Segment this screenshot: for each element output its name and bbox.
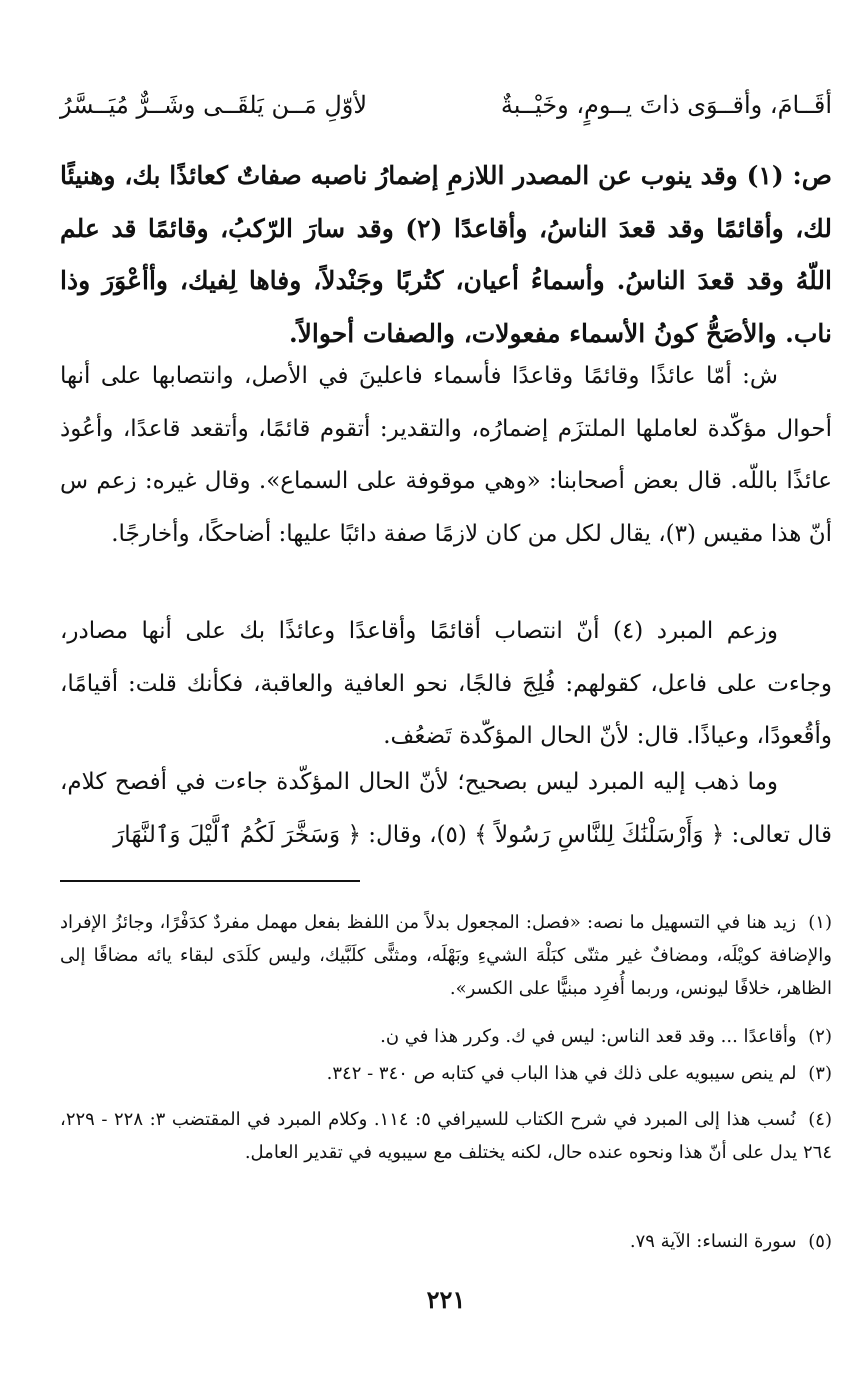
footnote-1 [60,906,832,1005]
footnote-number: (٢) [808,1026,832,1047]
sharh-paragraph-3: وما ذهب إليه المبرد ليس بصحيح؛ لأنّ الحال المؤكّدة جاءت في أفصح كلام، قال تعالى: ﴿ وَأَرْسَلْنَٰكَ لِلنَّاسِ رَسُولاً ﴾ (٥)، وقال: ﴿ وَسَخَّرَ لَكُمُ ٱلَّيْلَ وَٱلنَّهَارَ [60,769,832,848]
footnote-text: سورة النساء: الآية ٧٩. [629,1231,797,1252]
footnote-text: وأقاعدًا ... وقد قعد الناس: ليس في ك. وكرر هذا في ن. [380,1026,797,1047]
poetry-verse [60,80,832,130]
footnote-text: لم ينص سيبويه على ذلك في هذا الباب في كتابه ص ٣٤٠ - ٣٤٢. [326,1063,797,1084]
page-number: ٢٢١ [426,1285,466,1314]
footnote-separator [60,880,360,882]
footnote-3 [60,1057,832,1090]
matn-paragraph: ص: (١) وقد ينوب عن المصدر اللازمِ إضمارُ ناصبه صفاتٌ كعائذًا بك، وهنيئًا لك، وأقائمًا وقد قعدَ الناسُ، وأقاعدًا (٢) وقد سارَ الرّكبُ، وقائمًا قد علم اللّهُ وقد قعدَ الناسُ. وأسماءُ أعيان، كتُربًا وجَنْدلاً، وفاها لِفيك، وأأعْوَرَ وذا ناب. والأصَحُّ كونُ الأسماء مفعولات، والصفات أحوالاً. [60,161,832,348]
footnote-text: زيد هنا في التسهيل ما نصه: «فصل: المجعول بدلاً من اللفظ بفعل مهمل مفردٌ كدَفْرًا، وجائزُ الإفراد والإضافة كويْلَه، ومضافٌ غير مثنّى كبَلْهَ الشيءِ وبَهْلَه، ومثنًّى كلَبَّيك، وليس كلَدَى لبقاء يائه مضافًا إلى الظاهر، خلافًا ليونس، وربما أُفرِد مبنيًّا على الكسر». [60,912,832,999]
verse-first-hemistich: أقَــامَ، وأقــوَى ذاتَ يــومٍ، وخَيْــبةٌ [500,91,832,119]
footnote-4 [60,1103,832,1169]
sharh-paragraph-2: وزعم المبرد (٤) أنّ انتصاب أقائمًا وأقاعدًا وعائذًا بك على أنها مصادر، وجاءت على فاعل، كقولهم: فُلِجَ فالجًا، نحو العافية والعاقبة، فكأنك قلت: أقيامًا، وأقُعودًا، وعياذًا. قال: لأنّ الحال المؤكّدة تَضعُف. [60,618,832,749]
footnote-number: (٣) [808,1063,832,1084]
sharh-paragraph-1: ش: أمّا عائذًا وقائمًا وقاعدًا فأسماء فاعلينَ في الأصل، وانتصابها على أنها أحوال مؤكّدة لعاملها الملتزَم إضمارُه، والتقدير: أتقوم قائمًا، وأتقعد قاعدًا، وأعُوذ عائذًا باللّه. قال بعض أصحابنا: «وهي موقوفة على السماع». وقال غيره: زعم س أنّ هذا مقيس (٣)، يقال لكل من كان لازمًا صفة دائبًا عليها: أضاحكًا، وأخارجًا. [60,363,832,547]
book-page [60,0,832,1397]
verse-second-hemistich: لأوّلِ مَــن يَلقَــى وشَــرٌّ مُيَــسَّرُ [60,91,368,119]
footnote-text: نُسب هذا إلى المبرد في شرح الكتاب للسيرافي ٥: ١١٤. وكلام المبرد في المقتضب ٣: ٢٢٨ - ٢٢٩، ٢٦٤ يدل على أنّ هذا ونحوه عنده حال، لكنه يختلف مع سيبويه في تقدير العامل. [60,1109,832,1163]
footnote-number: (١) [808,912,832,933]
footnote-number: (٤) [808,1109,832,1130]
footnote-number: (٥) [808,1231,832,1252]
footnote-2 [60,1020,832,1053]
footnote-5 [60,1225,832,1258]
